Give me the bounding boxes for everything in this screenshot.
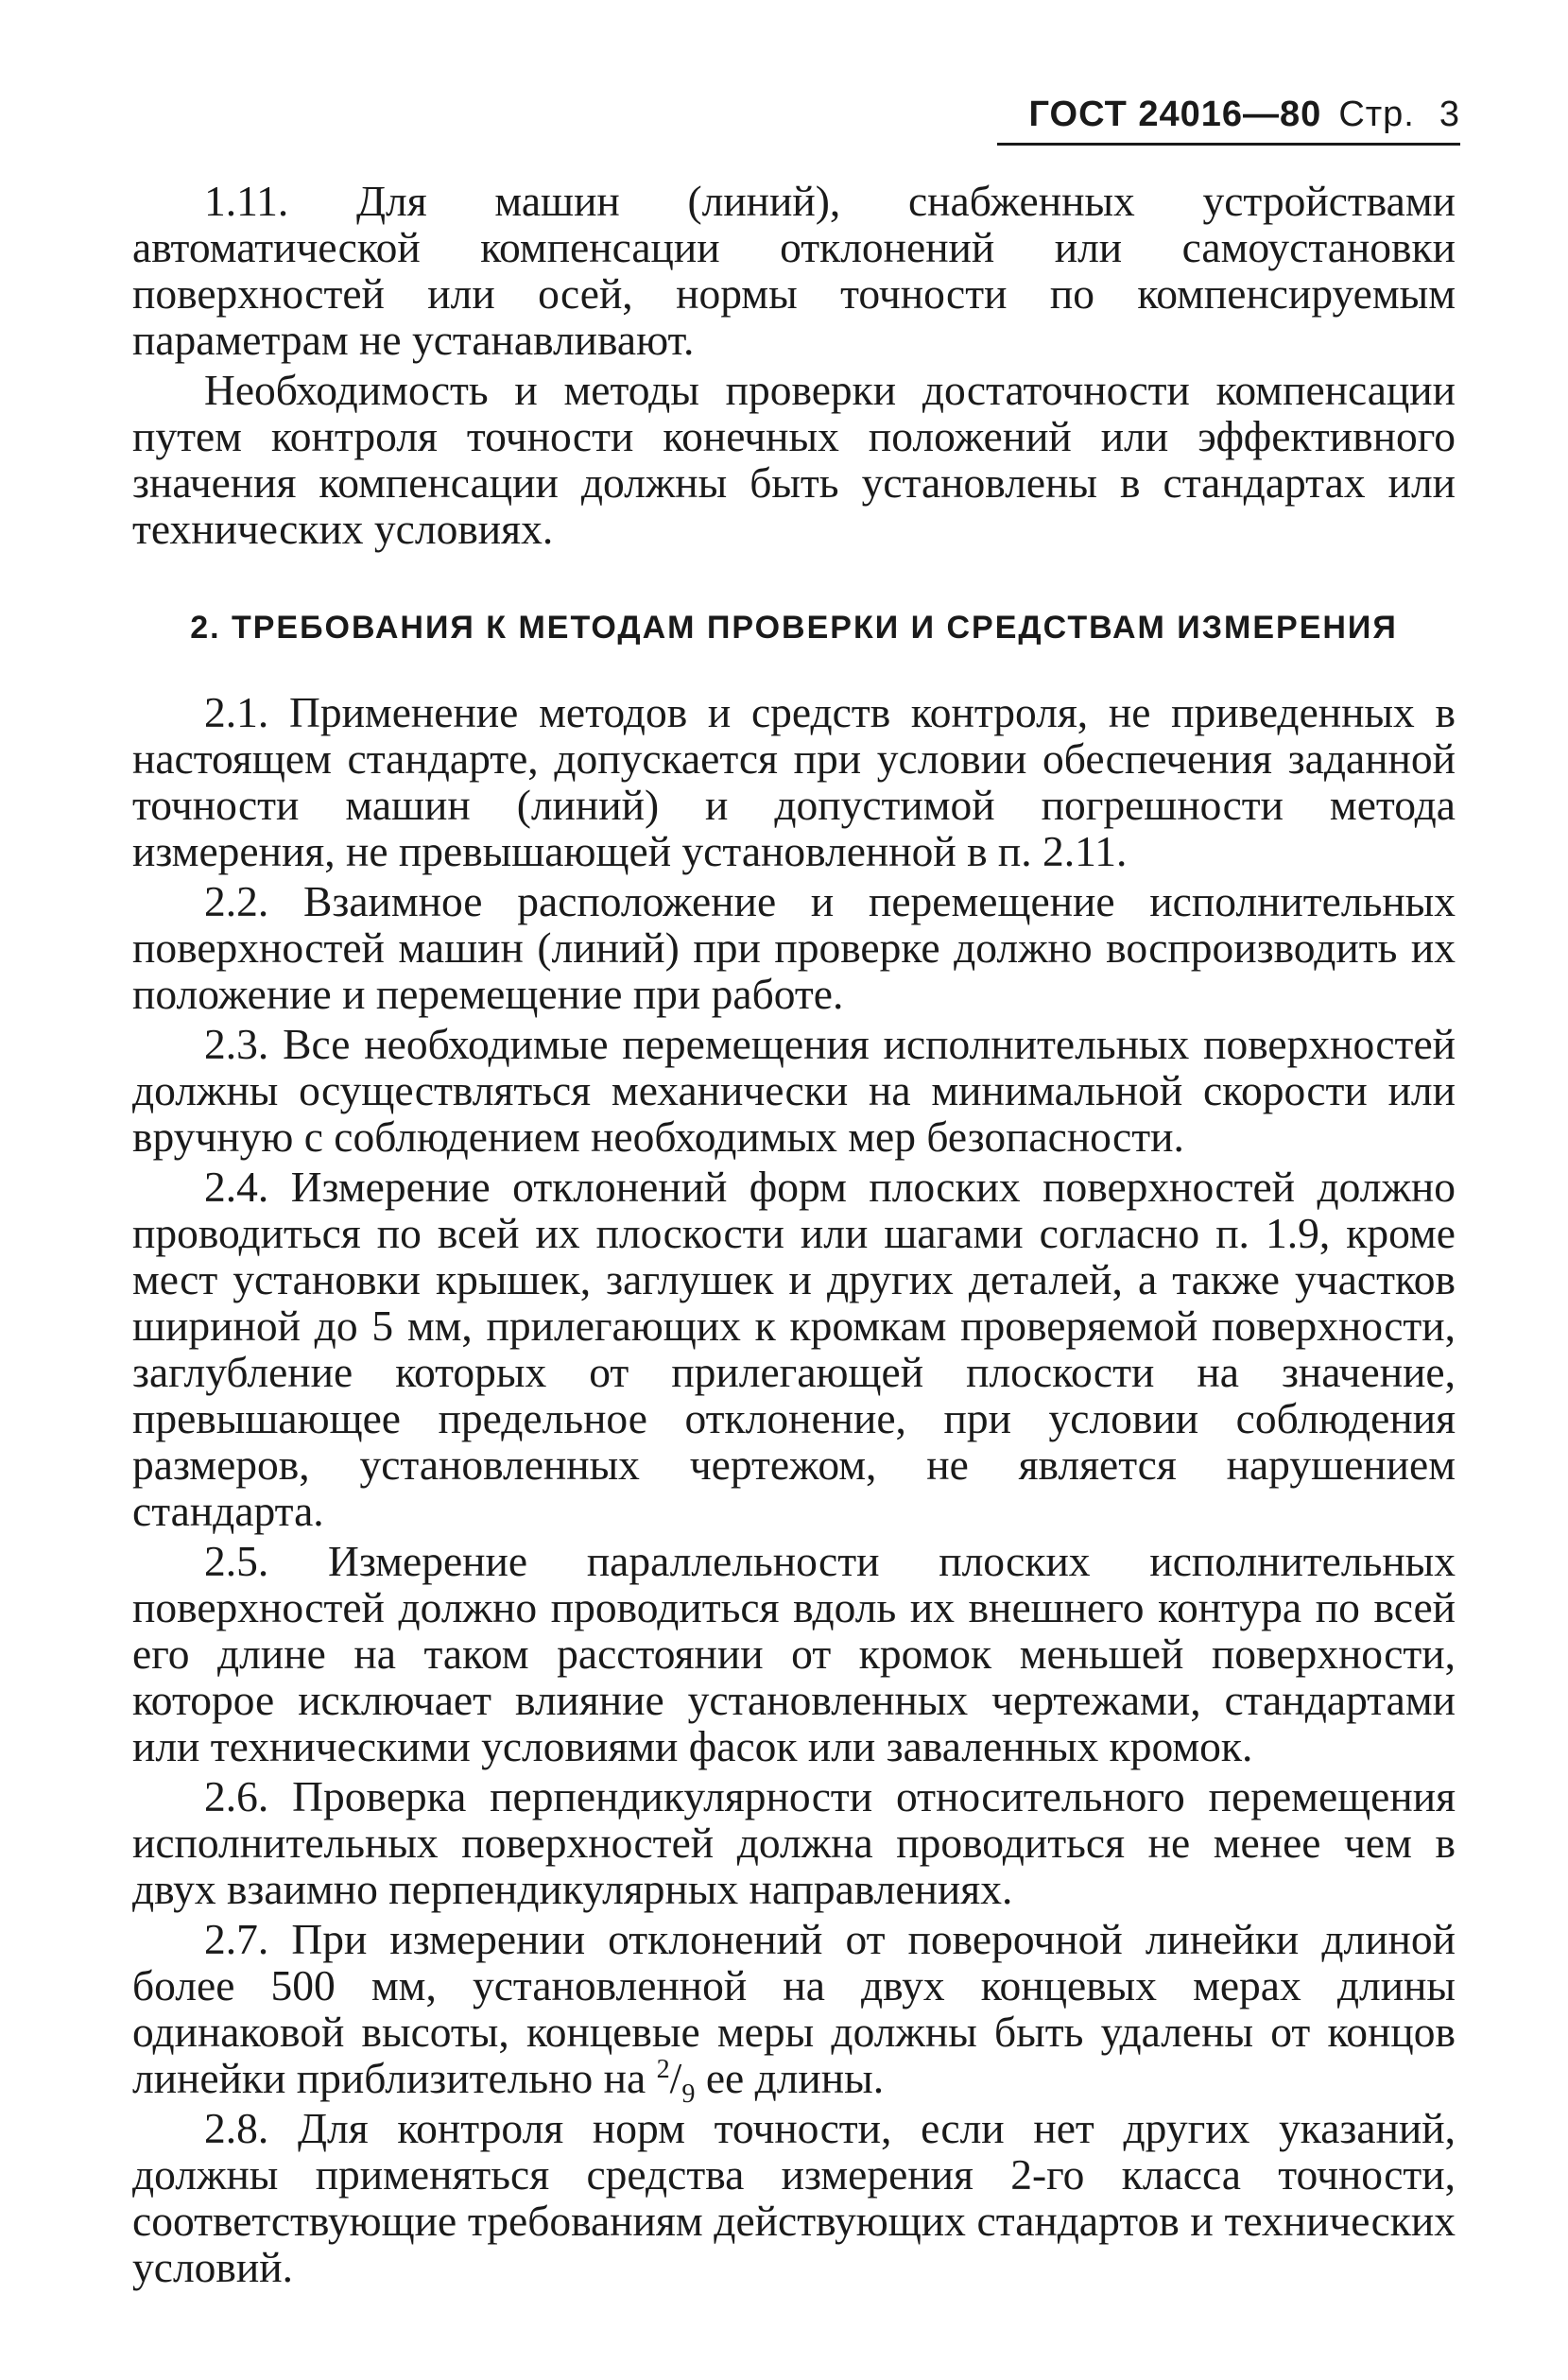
paragraph-2-1: 2.1. Применение методов и средств контроля, не приведенных в настоящем стандарте, допускается при условии обеспечения заданной точности машин (линий) и допустимой погрешности метода измерения, не превышающей установленной в п. 2.11.	[132, 688, 1456, 875]
paragraph-2-2: 2.2. Взаимное расположение и перемещение исполнительных поверхностей машин (линий) при проверке должно воспроизводить их положение и перемещение при работе.	[132, 877, 1456, 1018]
running-header	[997, 95, 1460, 146]
page-number: 3	[1439, 95, 1460, 134]
paragraph-2-7-text: 2.7. При измерении отклонений от поверочной линейки длиной более 500 мм, установленной на двух концевых мерах длины одинаковой высоты, концевые меры должны быть удалены от концов линейки приблизительно на	[132, 1915, 1456, 2102]
paragraph-2-7-tail: ее длины.	[695, 2054, 885, 2102]
document-body	[132, 178, 1456, 2290]
fraction-numerator: 2	[656, 2054, 670, 2084]
paragraph-2-5: 2.5. Измерение параллельности плоских исполнительных поверхностей должно проводиться вдоль их внешнего контура по всей его длине на таком расстоянии от кромок меньшей поверхности, которое исключает влияние установленных чертежами, стандартами или техническими условиями фасок или заваленных кромок.	[132, 1537, 1456, 1770]
paragraph-1-11: 1.11. Для машин (линий), снабженных устройствами автоматической компенсации отклонений или самоустановки поверхностей или осей, нормы точности по компенсируемым параметрам не устанавливают.	[132, 177, 1456, 364]
paragraph-2-6: 2.6. Проверка перпендикулярности относительного перемещения исполнительных поверхностей должна проводиться не менее чем в двух взаимно перпендикулярных направлениях.	[132, 1772, 1456, 1913]
paragraph-2-7: 2.7. При измерении отклонений от поверочной линейки длиной более 500 мм, установленной на двух концевых мерах длины одинаковой высоты, концевые меры должны быть удалены от концов линейки приблизительно на $^2/_9$ ее длины.	[132, 1915, 1456, 2110]
paragraph-1-11-continued: Необходимость и методы проверки достаточности компенсации путем контроля точности конечных положений или эффективного значения компенсации должны быть установлены в стандартах или технических условиях.	[132, 366, 1456, 553]
fraction-denominator: 9	[681, 2079, 696, 2110]
paragraph-2-4: 2.4. Измерение отклонений форм плоских поверхностей должно проводиться по всей их плоскости или шагами согласно п. 1.9, кроме мест установки крышек, заглушек и других деталей, а также участков шириной до 5 мм, прилегающих к кромкам проверяемой поверхности, заглубление которых от прилегающей плоскости на значение, превышающее предельное отклонение, при условии соблюдения размеров, установленных чертежом, не является нарушением стандарта.	[132, 1163, 1456, 1535]
standard-number: ГОСТ 24016—80	[1028, 95, 1322, 134]
page-label: Стр.	[1338, 95, 1415, 134]
paragraph-2-8: 2.8. Для контроля норм точности, если нет других указаний, должны применяться средства измерения 2-го класса точности, соответствующие требованиям действующих стандартов и технических условий.	[132, 2104, 1456, 2291]
paragraph-2-3: 2.3. Все необходимые перемещения исполнительных поверхностей должны осуществляться механически на минимальной скорости или вручную с соблюдением необходимых мер безопасности.	[132, 1020, 1456, 1161]
section-title: 2. ТРЕБОВАНИЯ К МЕТОДАМ ПРОВЕРКИ И СРЕДСТВАМ ИЗМЕРЕНИЯ	[190, 610, 1398, 646]
